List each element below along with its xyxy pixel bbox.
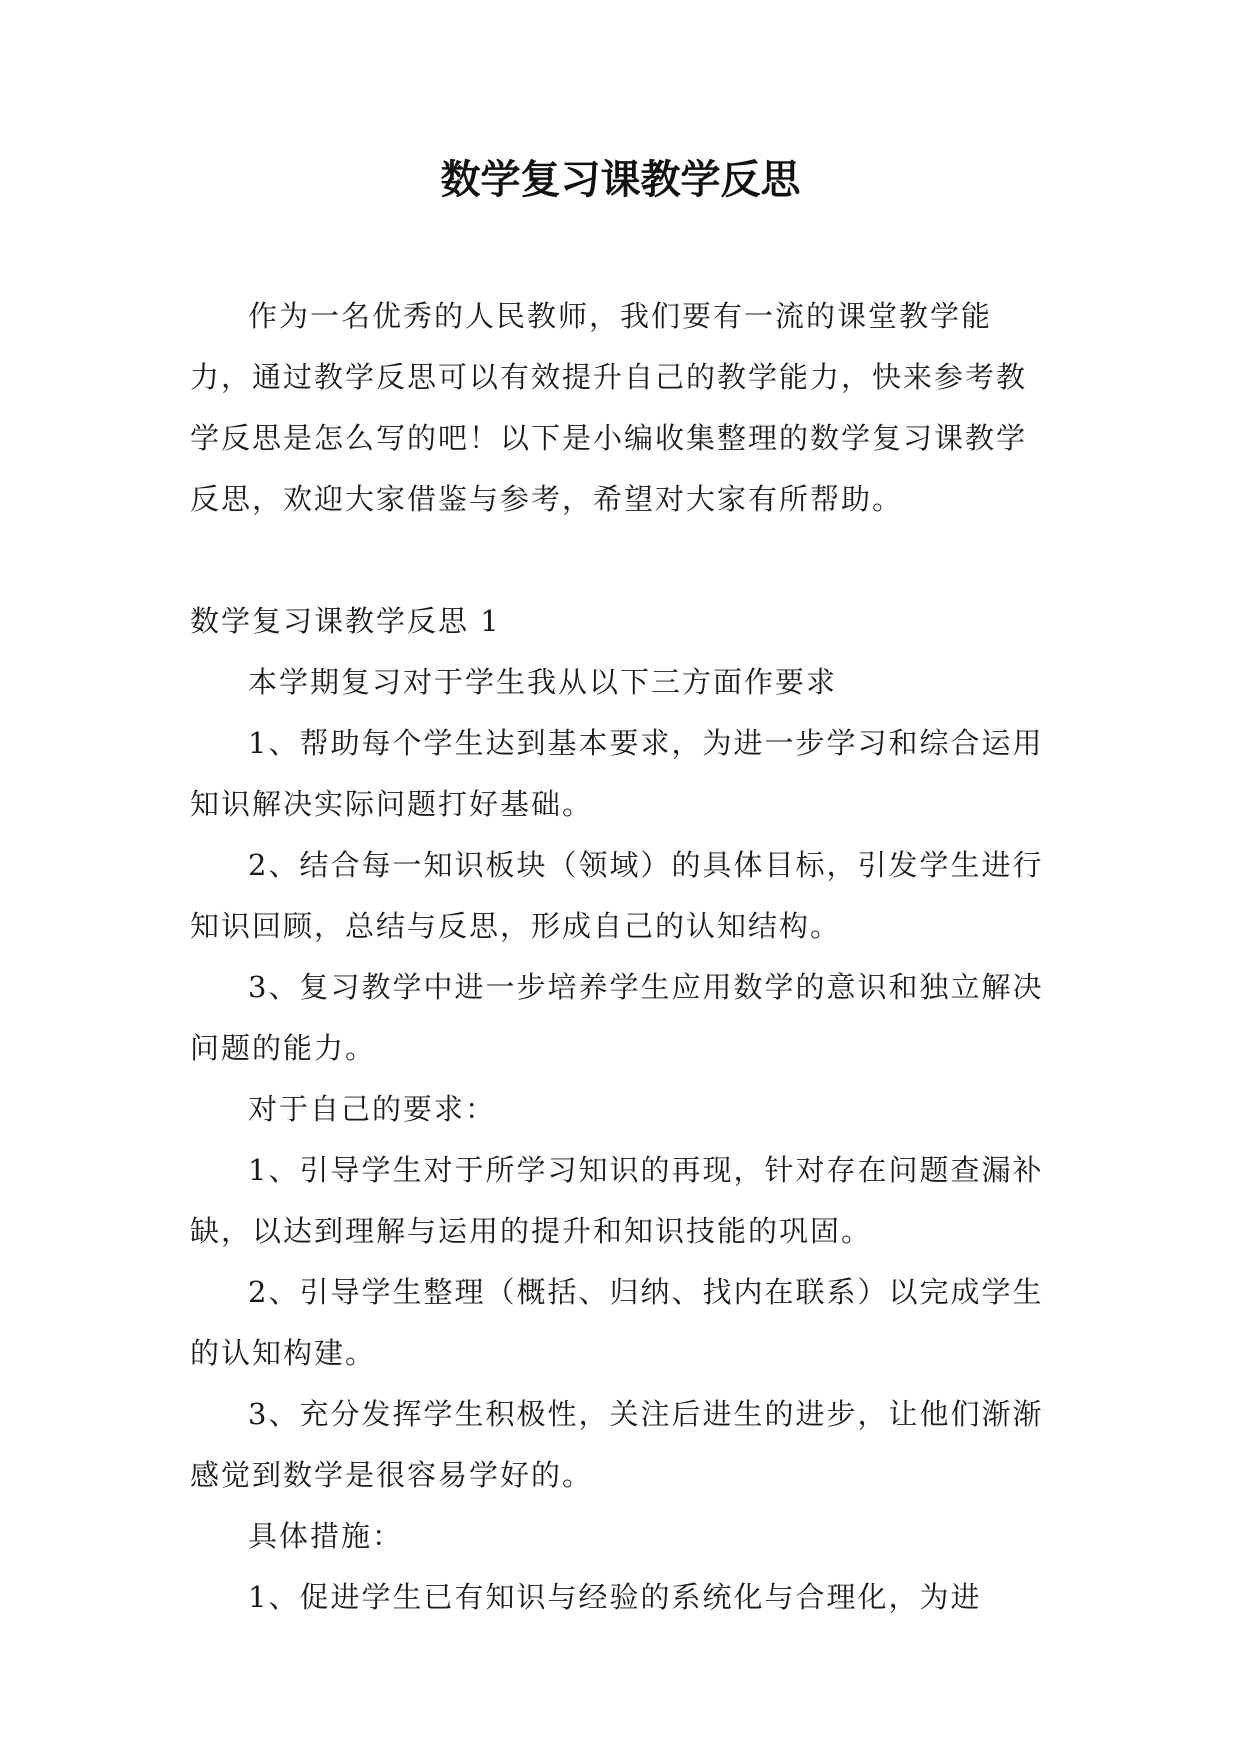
document-body: [190, 286, 1052, 1628]
paragraph: 对于自己的要求：: [248, 1092, 497, 1126]
paragraph: 具体措施：: [248, 1519, 404, 1553]
paragraph: 2、引导学生整理（概括、归纳、找内在联系）以完成学生的认知构建。: [190, 1275, 1044, 1370]
paragraph: 1、引导学生对于所学习知识的再现，针对存在问题查漏补缺，以达到理解与运用的提升和知识技能的巩固。: [190, 1153, 1044, 1248]
section-heading: 数学复习课教学反思 1: [190, 604, 501, 638]
paragraph: 1、帮助每个学生达到基本要求，为进一步学习和综合运用知识解决实际问题打好基础。: [190, 726, 1044, 821]
paragraph: 1、促进学生已有知识与经验的系统化与合理化，为进: [248, 1580, 982, 1614]
paragraph: 本学期复习对于学生我从以下三方面作要求: [248, 665, 838, 699]
intro-paragraph: 作为一名优秀的人民教师，我们要有一流的课堂教学能力，通过教学反思可以有效提升自己的教学能力，快来参考教学反思是怎么写的吧！以下是小编收集整理的数学复习课教学反思，欢迎大家借鉴与参考，希望对大家有所帮助。: [190, 299, 1028, 516]
paragraph: 3、充分发挥学生积极性，关注后进生的进步，让他们渐渐感觉到数学是很容易学好的。: [190, 1397, 1044, 1492]
page-title: 数学复习课教学反思: [440, 157, 801, 203]
paragraph: 2、结合每一知识板块（领域）的具体目标，引发学生进行知识回顾，总结与反思，形成自己的认知结构。: [190, 848, 1044, 943]
paragraph: 3、复习教学中进一步培养学生应用数学的意识和独立解决问题的能力。: [190, 970, 1044, 1065]
